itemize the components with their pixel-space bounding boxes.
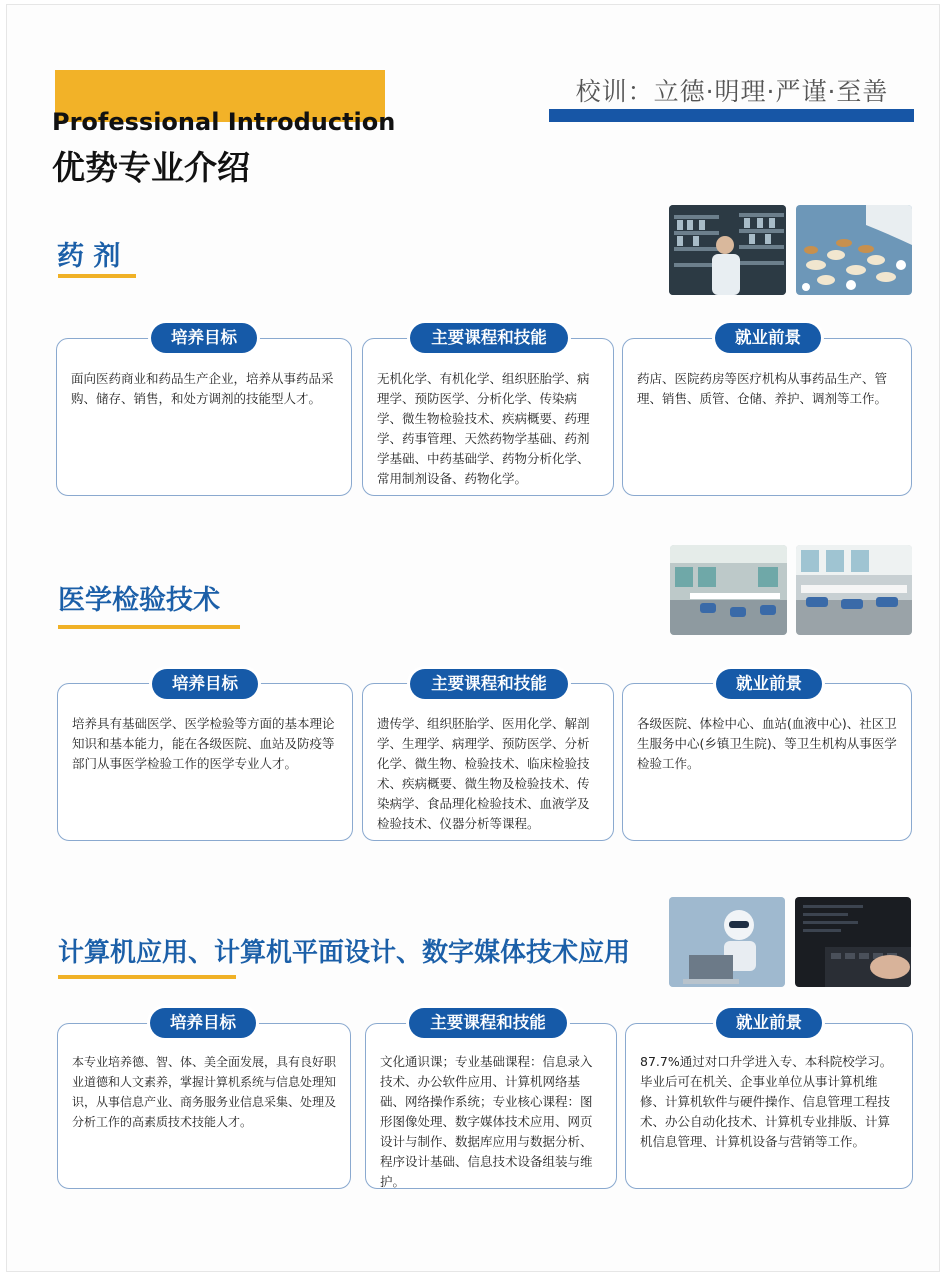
pharmacist-in-drugstore-photo bbox=[669, 205, 786, 295]
tag-main-courses: 主要课程和技能 bbox=[410, 669, 568, 699]
card-main-courses bbox=[362, 338, 614, 496]
card-text: 无机化学、有机化学、组织胚胎学、病理学、预防医学、分析化学、传染病学、微生物检验技术、疾病概要、药理学、药事管理、天然药物学基础、药剂学基础、中药基础学、药物分析化学、常用制剂设备、药物化学。 bbox=[377, 371, 590, 486]
card-career-prospects bbox=[625, 1023, 913, 1189]
motto-underline-bar bbox=[549, 109, 914, 122]
card-main-courses bbox=[365, 1023, 617, 1189]
card-text: 本专业培养德、智、体、美全面发展，具有良好职业道德和人文素养，掌握计算机系统与信息处理知识，从事信息产业、商务服务业信息采集、处理及分析工作的高素质技术技能人才。 bbox=[72, 1055, 337, 1129]
section-title-pharmacy: 药 剂 bbox=[57, 241, 121, 272]
hands-typing-keyboard-photo bbox=[795, 897, 911, 987]
tag-career-prospects: 就业前景 bbox=[716, 669, 822, 699]
card-text: 药店、医院药房等医疗机构从事药品生产、管理、销售、质管、仓储、养护、调剂等工作。 bbox=[637, 371, 888, 406]
section-title-medical-lab: 医学检验技术 bbox=[58, 585, 220, 616]
card-training-goal bbox=[56, 338, 352, 496]
tag-training-goal: 培养目标 bbox=[151, 323, 257, 353]
tag-training-goal: 培养目标 bbox=[150, 1008, 256, 1038]
classroom-photo bbox=[796, 545, 912, 635]
tag-main-courses: 主要课程和技能 bbox=[409, 1008, 567, 1038]
section-title-computer: 计算机应用、计算机平面设计、数字媒体技术应用 bbox=[58, 938, 631, 968]
card-text: 各级医院、体检中心、血站(血液中心)、社区卫生服务中心(乡镇卫生院)、等卫生机构从事医学检验工作。 bbox=[637, 716, 897, 771]
card-career-prospects bbox=[622, 338, 912, 496]
card-text: 文化通识课；专业基础课程：信息录入技术、办公软件应用、计算机网络基础、网络操作系统；专业核心课程：图形图像处理、数字媒体技术应用、网页设计与制作、数据库应用与数据分析、程序设计基础、信息技术设备组装与维护。 bbox=[380, 1054, 593, 1189]
section-underline bbox=[58, 625, 240, 629]
pills-on-table-photo bbox=[796, 205, 912, 295]
tag-career-prospects: 就业前景 bbox=[716, 1008, 822, 1038]
laboratory-room-photo bbox=[670, 545, 787, 635]
school-motto: 校训：立德·明理·严谨·至善 bbox=[575, 77, 889, 106]
page-title: 优势专业介绍 bbox=[52, 148, 250, 187]
card-main-courses bbox=[362, 683, 614, 841]
card-text: 遗传学、组织胚胎学、医用化学、解剖学、生理学、病理学、预防医学、分析化学、微生物、检验技术、临床检验技术、疾病概要、微生物及检验技术、传染病学、食品理化检验技术、血液学及检验技术、仪器分析等课程。 bbox=[377, 716, 590, 831]
card-text: 面向医药商业和药品生产企业，培养从事药品采购、储存、销售，和处方调剂的技能型人才。 bbox=[71, 371, 334, 406]
section-underline bbox=[58, 975, 236, 979]
tag-training-goal: 培养目标 bbox=[152, 669, 258, 699]
card-career-prospects bbox=[622, 683, 912, 841]
section-underline bbox=[58, 274, 136, 278]
card-training-goal bbox=[57, 683, 353, 841]
tag-career-prospects: 就业前景 bbox=[715, 323, 821, 353]
card-text: 培养具有基础医学、医学检验等方面的基本理论知识和基本能力，能在各级医院、血站及防疫等部门从事医学检验工作的医学专业人才。 bbox=[72, 716, 335, 771]
page-title-english: Professional Introduction bbox=[52, 108, 396, 136]
card-training-goal bbox=[57, 1023, 351, 1189]
tag-main-courses: 主要课程和技能 bbox=[410, 323, 568, 353]
robot-with-laptop-photo bbox=[669, 897, 785, 987]
card-text: 87.7%通过对口升学进入专、本科院校学习。毕业后可在机关、企事业单位从事计算机维修、计算机软件与硬件操作、信息管理工程技术、办公自动化技术、计算机专业排版、计算机信息管理、计算机设备与营销等工作。 bbox=[640, 1054, 893, 1149]
